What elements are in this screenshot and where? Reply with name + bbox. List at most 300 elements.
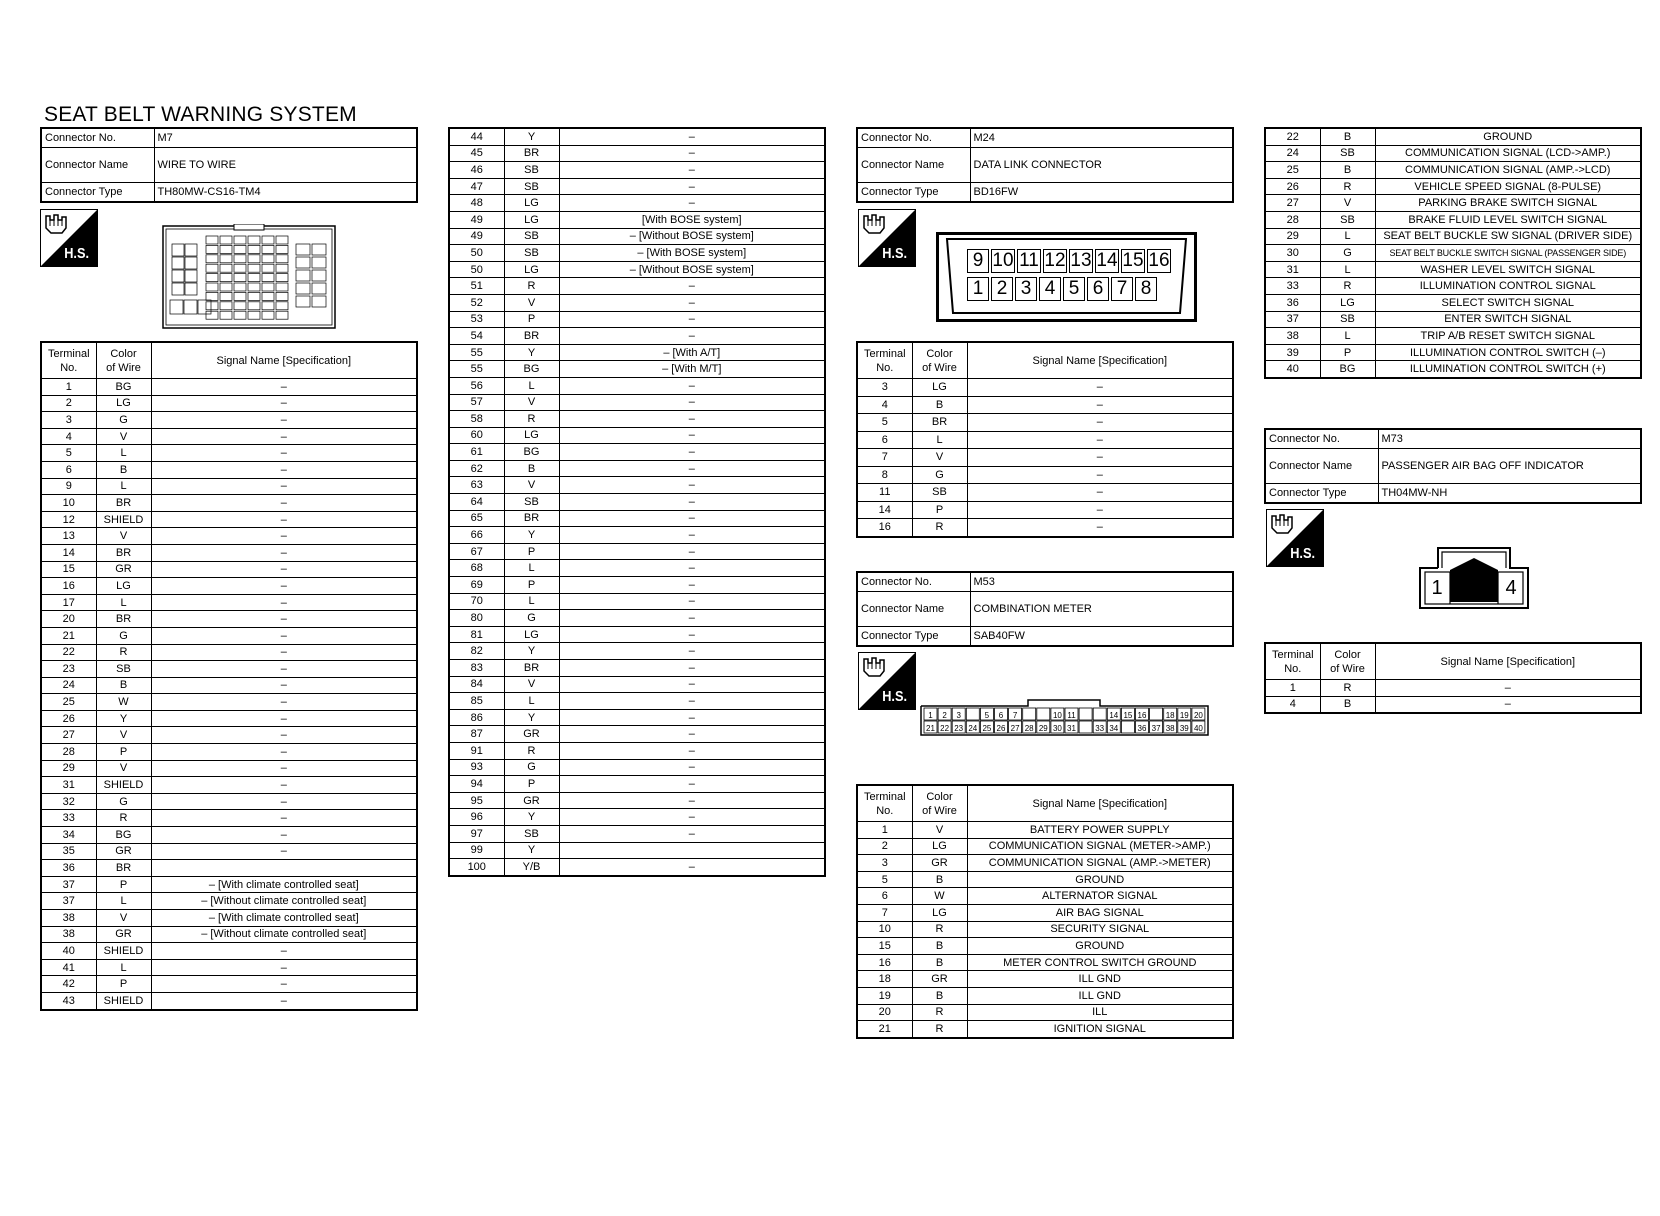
m7-cavity [220,292,232,300]
terminal-cell: 49 [449,211,504,228]
signal-cell: – [559,610,825,627]
table-row [449,809,825,826]
dlc-pin: 6 [1087,277,1109,301]
m53-pin-number: 33 [1095,724,1105,733]
signal-cell: – [559,195,825,212]
signal-cell: – [151,379,417,396]
signal-header: Signal Name [Specification] [967,785,1233,822]
signal-cell: SEAT BELT BUCKLE SWITCH SIGNAL (PASSENGER SIDE) [1375,245,1641,262]
signal-cell [151,860,417,877]
table-row [41,694,417,711]
terminal-cell: 6 [857,431,912,449]
m53-pin-box [1121,721,1134,733]
table-row [857,1004,1233,1021]
signal-cell: VEHICLE SPEED SIGNAL (8-PULSE) [1375,178,1641,195]
terminal-cell: 85 [449,693,504,710]
table-row [449,411,825,428]
terminal-cell: 16 [857,954,912,971]
wire-color-cell: BG [504,444,559,461]
table-row [449,278,825,295]
table-row [449,626,825,643]
m7-cavity [220,302,232,310]
table-row [449,228,825,245]
m7-cavity [172,270,184,282]
signal-cell: – [559,527,825,544]
signal-cell: – [151,827,417,844]
table-row [449,245,825,262]
terminal-header: Terminal No. [857,342,912,379]
m53-pin-number: 34 [1109,724,1119,733]
m7-cavity [185,257,197,269]
table-row [449,477,825,494]
hand-icon [43,212,69,238]
terminal-cell: 5 [857,871,912,888]
signal-cell: – [559,560,825,577]
table-row [41,976,417,993]
signal-cell: – [559,494,825,511]
connector-no-label: Connector No. [1265,429,1378,449]
table-row [449,776,825,793]
wire-color-cell: BR [504,145,559,162]
m7-cavity [220,245,232,253]
terminal-cell: 5 [41,445,96,462]
signal-cell: – [Without BOSE system] [559,261,825,278]
table-row [41,478,417,495]
terminal-cell: 38 [41,910,96,927]
m7-cavity [206,311,218,319]
signal-cell: ILL [967,1004,1233,1021]
wire-color-cell: BG [1320,361,1375,378]
wire-color-cell: GR [96,843,151,860]
m7-cavity [220,283,232,291]
m53-pin-number: 29 [1038,724,1048,733]
m53-pin-number: 31 [1067,724,1076,733]
terminal-header: Terminal No. [1265,643,1320,680]
wire-color-cell: V [912,822,967,839]
signal-cell: ILLUMINATION CONTROL SIGNAL [1375,278,1641,295]
m53-pin-number: 15 [1123,711,1133,720]
table-row [1265,278,1641,295]
table-row [1265,261,1641,278]
signal-cell: – [967,431,1233,449]
terminal-cell: 14 [857,501,912,519]
terminal-cell: 99 [449,842,504,859]
wire-color-cell: SHIELD [96,943,151,960]
terminal-cell: 6 [857,888,912,905]
wire-color-cell: R [912,1004,967,1021]
m53-pin-number: 26 [996,724,1006,733]
table-row [857,414,1233,432]
terminal-cell: 22 [41,644,96,661]
table-row [41,495,417,512]
signal-cell: – [151,528,417,545]
m7-cavity [248,236,260,244]
terminal-cell: 43 [41,992,96,1009]
connector-no-value: M24 [970,128,1233,148]
signal-cell: – [559,411,825,428]
wire-color-cell: B [912,396,967,414]
m7-cavity [234,302,246,310]
terminal-cell: 10 [857,921,912,938]
terminal-cell: 55 [449,361,504,378]
m7-cavity [296,257,310,268]
table-row [449,676,825,693]
terminal-cell: 34 [41,827,96,844]
m7-cavity [220,274,232,282]
table-row [41,528,417,545]
table-row [449,294,825,311]
hs-label: H.S. [882,245,907,262]
wire-color-cell: SB [96,661,151,678]
terminal-cell: 24 [1265,145,1320,162]
terminal-cell: 15 [41,561,96,578]
connector-m53-info [856,571,1234,647]
table-row [449,593,825,610]
terminal-cell: 13 [41,528,96,545]
m53-pin-box [1023,708,1036,720]
wire-color-cell: B [912,938,967,955]
terminal-cell: 17 [41,594,96,611]
m53-pin-number: 40 [1193,724,1203,733]
terminal-cell: 70 [449,593,504,610]
table-row [857,501,1233,519]
wire-color-cell: BG [96,827,151,844]
color-header: Color of Wire [1320,643,1375,680]
m53-pin-number: 27 [1010,724,1020,733]
table-row [449,195,825,212]
signal-cell: – [151,760,417,777]
m7-rows-1 [41,379,417,1010]
m7-cavity [312,257,326,268]
terminal-cell: 53 [449,311,504,328]
m53-pin-number: 37 [1151,724,1161,733]
hs-badge [1266,509,1324,567]
wire-color-cell: L [1320,261,1375,278]
dlc-pin: 16 [1148,250,1170,271]
m7-cavity [296,270,310,281]
m7-cavity [206,302,218,310]
page-title: SEAT BELT WARNING SYSTEM [44,103,357,126]
wire-color-cell: GR [504,726,559,743]
terminal-cell: 64 [449,494,504,511]
terminal-cell: 28 [1265,211,1320,228]
table-row [41,461,417,478]
m53-pin-number: 14 [1109,711,1119,720]
wire-color-cell: V [96,910,151,927]
terminal-cell: 6 [41,461,96,478]
m7-cavity [312,244,326,255]
table-row [41,777,417,794]
dlc-pin: 9 [967,249,989,273]
wire-color-cell: R [504,411,559,428]
m73-rows [1265,680,1641,714]
table-row [41,710,417,727]
wire-color-cell: BR [504,660,559,677]
signal-cell: – [559,128,825,145]
table-row [449,361,825,378]
wire-color-cell: LG [504,261,559,278]
signal-cell: – [559,859,825,876]
signal-cell: – [151,661,417,678]
wire-color-cell: SB [1320,145,1375,162]
terminal-cell: 68 [449,560,504,577]
wire-color-cell: R [504,742,559,759]
wire-color-cell: W [912,888,967,905]
table-row [449,560,825,577]
hs-label: H.S. [64,245,89,262]
connector-m24-info [856,127,1234,203]
terminal-cell: 1 [41,379,96,396]
terminal-cell: 61 [449,444,504,461]
table-row [449,394,825,411]
table-row [449,759,825,776]
table-row [41,943,417,960]
table-row [449,543,825,560]
table-row [41,744,417,761]
terminal-cell: 37 [1265,311,1320,328]
signal-cell: – [Without BOSE system] [559,228,825,245]
signal-cell: – [151,976,417,993]
signal-cell: – [151,594,417,611]
table-row [41,594,417,611]
m7-cavity [248,302,260,310]
table-row [41,544,417,561]
terminal-cell: 20 [857,1004,912,1021]
m24-top-pins [967,249,1173,273]
table-row [449,510,825,527]
signal-cell: WASHER LEVEL SWITCH SIGNAL [1375,261,1641,278]
wire-color-cell: BR [96,544,151,561]
wire-color-cell: G [96,793,151,810]
connector-no-value: M73 [1378,429,1641,449]
signal-cell: – [559,178,825,195]
connector-type-value: BD16FW [970,183,1233,203]
m7-cavity [220,255,232,263]
m7-cavity [206,264,218,272]
terminal-cell: 37 [41,876,96,893]
terminal-cell: 96 [449,809,504,826]
signal-cell: – [559,328,825,345]
wire-color-cell: Y [504,842,559,859]
signal-cell: – [With climate controlled seat] [151,910,417,927]
terminal-cell: 49 [449,228,504,245]
signal-cell: – [151,793,417,810]
terminal-cell: 14 [41,544,96,561]
m7-cavity [234,274,246,282]
table-row [449,709,825,726]
signal-cell: – [151,777,417,794]
m7-pin-grid [170,236,326,319]
wire-color-cell: L [1320,228,1375,245]
terminal-cell: 55 [449,344,504,361]
terminal-cell: 100 [449,859,504,876]
terminal-cell: 46 [449,162,504,179]
table-row [41,412,417,429]
terminal-cell: 4 [41,428,96,445]
connector-type-value: TH04MW-NH [1378,484,1641,504]
signal-cell [559,842,825,859]
terminal-cell: 50 [449,245,504,262]
terminal-cell: 97 [449,825,504,842]
wire-color-cell: R [96,810,151,827]
signal-cell: – [559,825,825,842]
signal-cell: – [559,626,825,643]
m7-cavity [262,264,274,272]
terminal-cell: 58 [449,411,504,428]
signal-cell: – [559,460,825,477]
m7-cavity [234,283,246,291]
m7-cavity [220,236,232,244]
terminal-cell: 67 [449,543,504,560]
m7-cavity [262,255,274,263]
wire-color-cell: SHIELD [96,511,151,528]
signal-header: Signal Name [Specification] [151,342,417,379]
terminal-cell: 36 [41,860,96,877]
signal-cell: – [967,396,1233,414]
table-row [41,793,417,810]
terminal-cell: 20 [41,611,96,628]
signal-cell: – [151,428,417,445]
terminal-header: Terminal No. [857,785,912,822]
signal-cell: – [151,744,417,761]
signal-cell: – [151,694,417,711]
wire-color-cell: P [96,744,151,761]
table-row [449,527,825,544]
table-row [41,511,417,528]
wire-color-cell: R [912,519,967,537]
terminal-cell: 65 [449,510,504,527]
table-row [449,859,825,876]
wire-color-cell: SB [1320,311,1375,328]
m7-cavity [276,302,288,310]
signal-cell: ILLUMINATION CONTROL SWITCH (+) [1375,361,1641,378]
signal-cell: METER CONTROL SWITCH GROUND [967,954,1233,971]
wire-color-cell: BR [504,510,559,527]
table-row [449,643,825,660]
signal-cell: TRIP A/B RESET SWITCH SIGNAL [1375,328,1641,345]
connector-no-value: M7 [154,128,417,148]
m7-cavity [248,311,260,319]
terminal-cell: 12 [41,511,96,528]
signal-cell: – [151,511,417,528]
wire-color-cell: SHIELD [96,777,151,794]
m7-cavity [172,257,184,269]
terminal-cell: 39 [1265,344,1320,361]
signal-cell: – [559,726,825,743]
table-row [1265,228,1641,245]
wire-color-cell: B [912,987,967,1004]
wire-color-cell: LG [1320,294,1375,311]
connector-name-label: Connector Name [41,148,154,183]
signal-header: Signal Name [Specification] [1375,643,1641,680]
wire-color-cell: Y [504,527,559,544]
dlc-pin: 2 [991,277,1013,301]
terminal-cell: 3 [41,412,96,429]
m53-pin-number: 19 [1179,711,1189,720]
signal-cell: – [967,519,1233,537]
m7-cavity [248,283,260,291]
signal-cell: – [559,759,825,776]
m53-pin-number: 36 [1137,724,1147,733]
color-header: Color of Wire [912,785,967,822]
table-row [41,661,417,678]
m7-connector-diagram [162,224,336,330]
dlc-pin: 7 [1111,277,1133,301]
m7-cavity [172,244,184,256]
wire-color-cell: LG [504,195,559,212]
table-row [1265,294,1641,311]
table-row [1265,211,1641,228]
table-row [41,959,417,976]
m7-cavity [248,264,260,272]
signal-cell: BATTERY POWER SUPPLY [967,822,1233,839]
signal-cell: – [With M/T] [559,361,825,378]
wire-color-cell: BR [912,414,967,432]
connector-no-label: Connector No. [41,128,154,148]
signal-cell: SECURITY SIGNAL [967,921,1233,938]
table-row [449,162,825,179]
signal-cell: – [151,461,417,478]
terminal-cell: 94 [449,776,504,793]
m7-cavity [276,245,288,253]
terminal-cell: 84 [449,676,504,693]
m7-cavity [185,270,197,282]
m53-pin-number: 16 [1137,711,1147,720]
m7-cavity [262,236,274,244]
wire-color-cell: P [504,776,559,793]
m53-pin-number: 24 [968,724,978,733]
connector-name-label: Connector Name [857,592,970,627]
m73-pin-4: 4 [1505,577,1517,599]
signal-cell: – [559,809,825,826]
signal-cell: – [559,709,825,726]
wire-color-cell: L [96,893,151,910]
table-row [41,926,417,943]
connector-type-label: Connector Type [1265,484,1378,504]
signal-cell: – [151,561,417,578]
signal-cell: GROUND [967,871,1233,888]
m53-pin-number: 11 [1067,711,1076,720]
m7-cavity [262,283,274,291]
wire-color-cell: Y [504,809,559,826]
m7-cavity [234,236,246,244]
wire-color-cell: BR [96,611,151,628]
table-row [857,449,1233,467]
terminal-cell: 7 [857,449,912,467]
signal-cell: – [559,660,825,677]
wire-color-cell: P [504,543,559,560]
m7-cavity [185,244,197,256]
signal-cell: – [151,810,417,827]
connector-name-value: DATA LINK CONNECTOR [970,148,1233,183]
signal-cell: – [559,543,825,560]
signal-cell: – [559,311,825,328]
m24-pin-table [856,341,1234,538]
wire-color-cell: BG [504,361,559,378]
m53-pin-number: 5 [984,711,990,720]
m53-pin-table-2 [1264,127,1642,379]
terminal-cell: 45 [449,145,504,162]
terminal-cell: 38 [41,926,96,943]
m7-rows-2 [449,128,825,876]
wire-color-cell: G [96,412,151,429]
m7-cavity [248,292,260,300]
m7-cavity [262,274,274,282]
signal-cell: – [967,414,1233,432]
signal-cell: – [151,445,417,462]
wire-color-cell: BR [504,328,559,345]
signal-cell: ALTERNATOR SIGNAL [967,888,1233,905]
